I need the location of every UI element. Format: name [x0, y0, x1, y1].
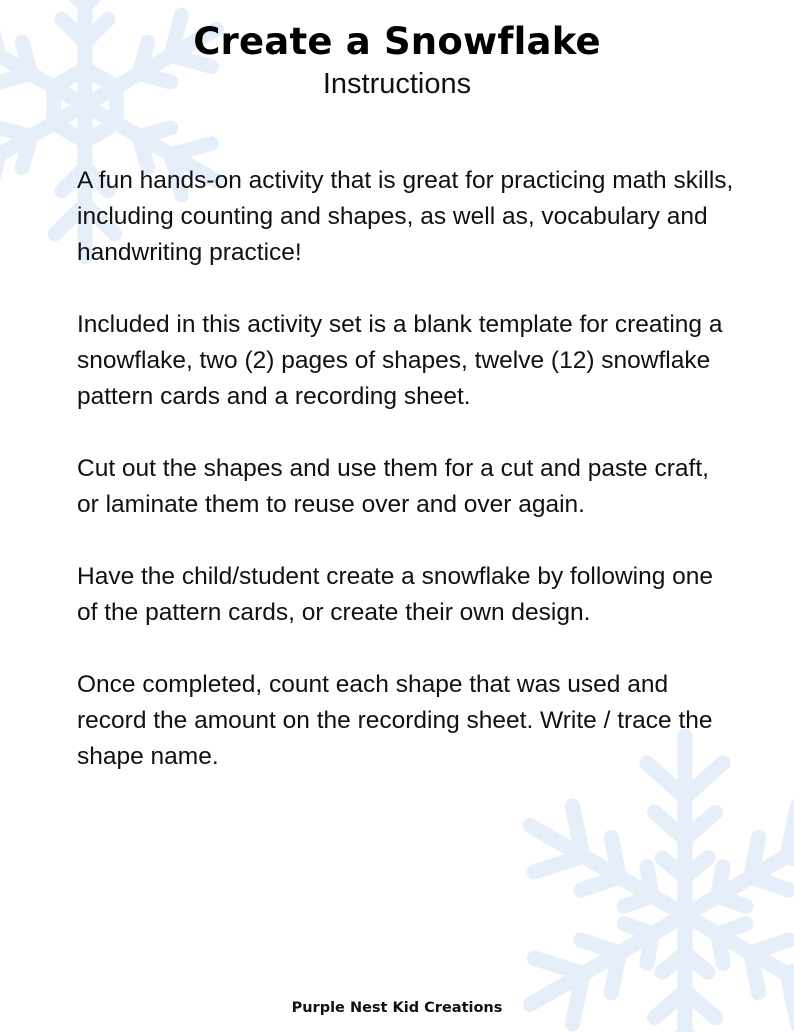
intro-paragraph: A fun hands-on activity that is great for practicing math skills, including counting and shapes, as well as, vocabulary and handwriting practice!	[77, 167, 734, 266]
create-paragraph: Have the child/student create a snowflake by following one of the pattern cards, or create their own design.	[77, 563, 714, 626]
instructions-body	[77, 163, 737, 811]
cut-out-paragraph: Cut out the shapes and use them for a cut and paste craft, or laminate them to reuse over and over again.	[77, 455, 709, 518]
page-subtitle: Instructions	[322, 68, 472, 100]
contents-paragraph: Included in this activity set is a blank template for creating a snowflake, two (2) pages of shapes, twelve (12) snowflake pattern cards and a recording sheet.	[77, 311, 723, 410]
count-paragraph: Once completed, count each shape that was used and record the amount on the recording sheet. Write / trace the shape name.	[77, 671, 713, 770]
page-title: Create a Snowflake	[193, 20, 601, 63]
footer-credit: Purple Nest Kid Creations	[291, 1000, 503, 1016]
